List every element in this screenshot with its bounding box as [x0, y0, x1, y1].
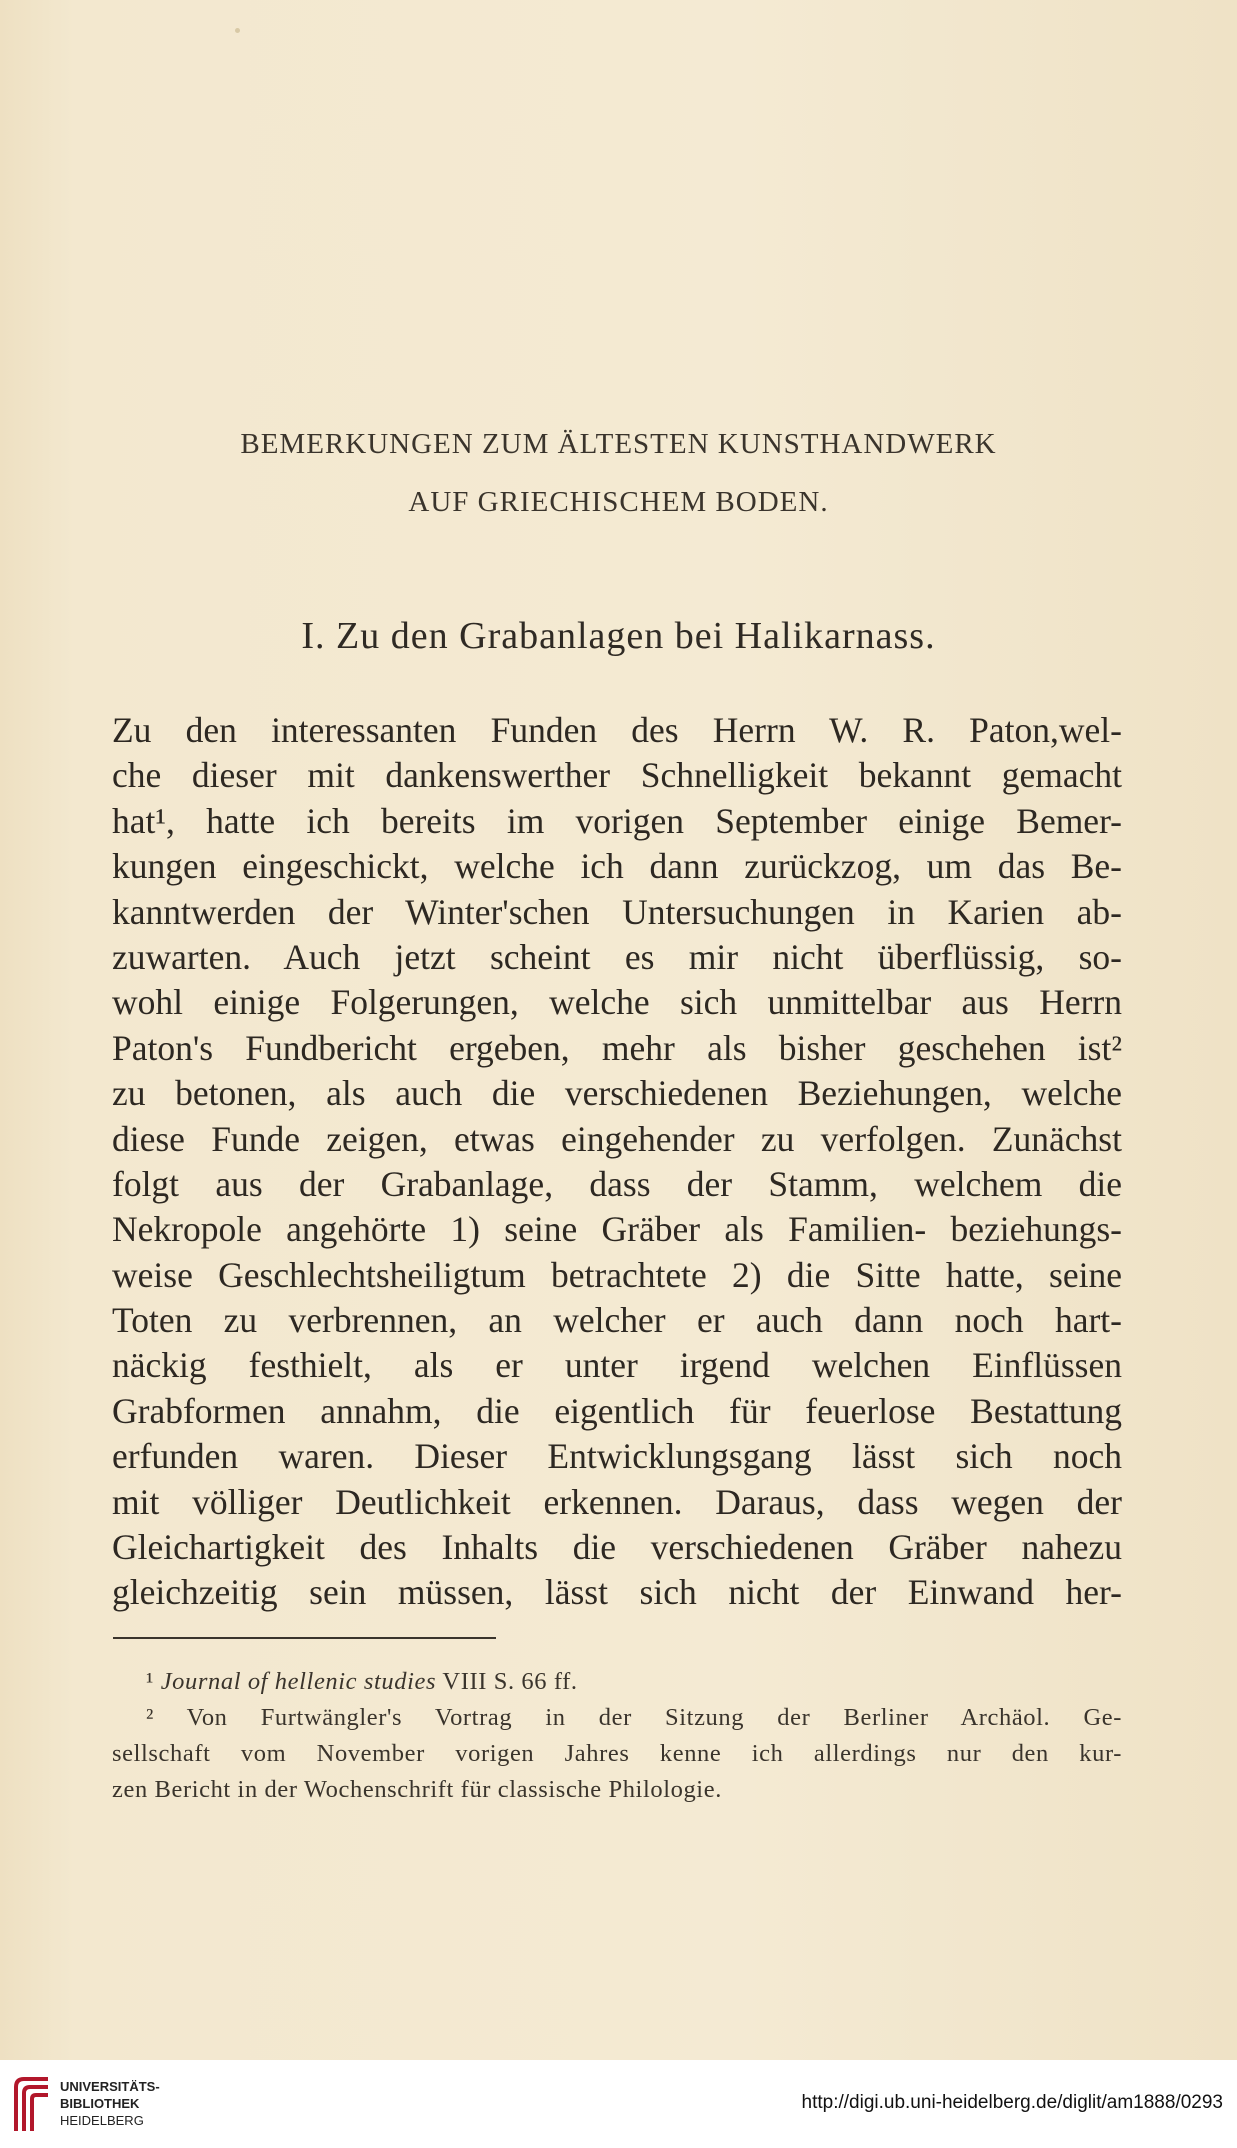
footnote-1-reference: VIII S. 66 ff.	[436, 1668, 578, 1695]
body-line: folgt aus der Grabanlage, dass der Stamm, welchem die	[112, 1163, 1122, 1204]
footnote-2-line: zen Bericht in der Wochenschrift für classische Philologie.	[112, 1776, 722, 1803]
paper-speck	[235, 28, 240, 33]
body-line: diese Funde zeigen, etwas eingehender zu verfolgen. Zunächst	[112, 1118, 1122, 1159]
body-line: zuwarten. Auch jetzt scheint es mir nicht überflüssig, so-	[112, 936, 1122, 977]
body-line: weise Geschlechtsheiligtum betrachtete 2) die Sitte hatte, seine	[112, 1254, 1122, 1295]
body-line: kungen eingeschickt, welche ich dann zurückzog, um das Be-	[112, 846, 1122, 887]
article-heading-line-2: AUF GRIECHISCHEM BODEN.	[408, 486, 829, 518]
body-line: Grabformen annahm, die eigentlich für feuerlose Bestattung	[112, 1390, 1122, 1431]
body-line: kanntwerden der Winter'schen Untersuchungen in Karien ab-	[112, 891, 1122, 932]
library-logo-icon	[10, 2073, 54, 2135]
footnote-1-mark: ¹	[146, 1668, 154, 1695]
body-line: zu betonen, als auch die verschiedenen Beziehungen, welche	[112, 1073, 1122, 1114]
library-name-line: BIBLIOTHEK	[60, 2096, 140, 2111]
footnotes	[112, 1664, 1122, 1808]
footnote-2-line: ² Von Furtwängler's Vortrag in der Sitzung der Berliner Archäol. Ge-	[146, 1704, 1122, 1731]
library-name	[60, 2078, 160, 2129]
source-url: http://digi.ub.uni-heidelberg.de/diglit/am1888/0293	[801, 2092, 1223, 2113]
body-line: mit völliger Deutlichkeit erkennen. Daraus, dass wegen der	[112, 1481, 1122, 1522]
section-title: I. Zu den Grabanlagen bei Halikarnass.	[301, 615, 936, 657]
body-line: che dieser mit dankenswerther Schnelligkeit bekannt gemacht	[112, 755, 1122, 796]
body-text	[112, 708, 1122, 1616]
body-line: hat¹, hatte ich bereits im vorigen September einige Bemer-	[112, 800, 1122, 841]
footnote-1	[112, 1664, 1122, 1700]
footnote-2-line: sellschaft vom November vorigen Jahres kenne ich allerdings nur den kur-	[112, 1740, 1122, 1767]
library-name-line: UNIVERSITÄTS-	[60, 2079, 160, 2094]
library-name-line: HEIDELBERG	[60, 2113, 144, 2128]
body-line: näckig festhielt, als er unter irgend welchen Einflüssen	[112, 1345, 1122, 1386]
article-heading-line-1: BEMERKUNGEN ZUM ÄLTESTEN KUNSTHANDWERK	[240, 428, 997, 460]
body-line: Gleichartigkeit des Inhalts die verschiedenen Gräber nahezu	[112, 1527, 1122, 1568]
footnote-separator	[113, 1637, 496, 1639]
body-line: Toten zu verbrennen, an welcher er auch dann noch hart-	[112, 1300, 1122, 1341]
body-line: Paton's Fundbericht ergeben, mehr als bisher geschehen ist²	[112, 1027, 1122, 1068]
footnote-1-journal: Journal of hellenic studies	[160, 1668, 437, 1695]
body-line: wohl einige Folgerungen, welche sich unmittelbar aus Herrn	[112, 982, 1122, 1023]
body-line: erfunden waren. Dieser Entwicklungsgang lässt sich noch	[112, 1436, 1122, 1477]
body-line: Nekropole angehörte 1) seine Gräber als Familien- beziehungs-	[112, 1209, 1122, 1250]
body-line: Zu den interessanten Funden des Herrn W. R. Paton,wel-	[112, 710, 1122, 750]
body-line: gleichzeitig sein müssen, lässt sich nicht der Einwand her-	[112, 1572, 1122, 1613]
